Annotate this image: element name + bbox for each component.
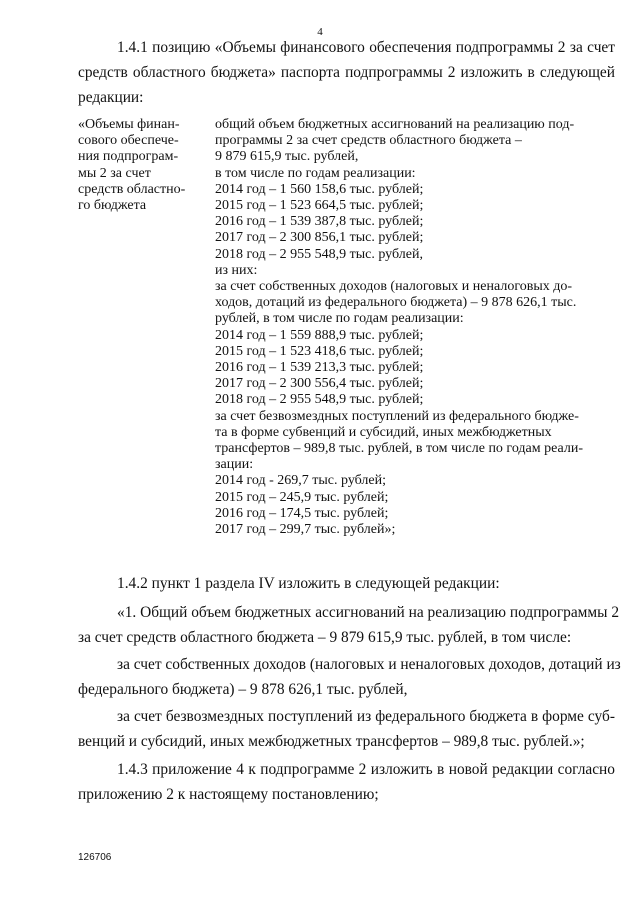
text-line: рублей, в том числе по годам реализации: — [215, 311, 464, 327]
text-line: за счет безвозмездных поступлений из федерального бюдже- — [215, 408, 579, 424]
text-line: сового обеспече- — [78, 133, 179, 149]
text-line: в том числе по годам реализации: — [215, 165, 416, 181]
text-line: 1.4.3 приложение 4 к подпрограмме 2 изложить в новой редакции согласно — [117, 761, 615, 778]
paragraph-quote-3 — [78, 704, 615, 754]
text-line: федерального бюджета) – 9 878 626,1 тыс. рублей, — [78, 681, 408, 698]
text-line: 9 879 615,9 тыс. рублей, — [215, 149, 359, 165]
text-line: 2017 год – 2 300 556,4 тыс. рублей; — [215, 376, 424, 392]
paragraph-quote-1 — [78, 600, 620, 650]
table-left-cell — [78, 117, 208, 214]
page-number: 4 — [317, 26, 323, 38]
text-line: за счет безвозмездных поступлений из федерального бюджета в форме суб- — [117, 708, 615, 725]
paragraph-1-4-1 — [78, 35, 615, 110]
text-line: 2017 год – 2 300 856,1 тыс. рублей; — [215, 230, 424, 246]
text-line: приложению 2 к настоящему постановлению; — [78, 786, 379, 803]
text-line: 2017 год – 299,7 тыс. рублей»; — [215, 522, 396, 538]
text-line: венций и субсидий, иных межбюджетных трансфертов – 989,8 тыс. рублей.»; — [78, 733, 585, 750]
document-code: 126706 — [78, 852, 112, 863]
text-line: трансфертов – 989,8 тыс. рублей, в том числе по годам реали- — [215, 441, 583, 457]
text-line: 1.4.2 пункт 1 раздела IV изложить в следующей редакции: — [117, 575, 500, 592]
text-line: 2018 год – 2 955 548,9 тыс. рублей, — [215, 246, 423, 262]
text-line: го бюджета — [78, 198, 147, 214]
text-line: 1.4.1 позицию «Объемы финансового обеспечения подпрограммы 2 за счет — [117, 39, 615, 56]
text-line: 2015 год – 245,9 тыс. рублей; — [215, 489, 389, 505]
text-line: 2014 год – 1 560 158,6 тыс. рублей; — [215, 181, 424, 197]
text-line: за счет собственных доходов (налоговых и неналоговых доходов, дотаций из — [117, 656, 621, 673]
text-line: редакции: — [78, 89, 144, 106]
paragraph-quote-2 — [78, 652, 621, 702]
table-right-cell — [215, 117, 610, 538]
paragraph-1-4-3 — [78, 757, 615, 807]
text-line: ходов, дотаций из федерального бюджета) – 9 878 626,1 тыс. — [215, 295, 577, 311]
text-line: средств областно- — [78, 181, 186, 197]
text-line: из них: — [215, 262, 258, 278]
text-line: за счет средств областного бюджета – 9 879 615,9 тыс. рублей, в том числе: — [78, 629, 572, 646]
text-line: 2014 год – 1 559 888,9 тыс. рублей; — [215, 327, 424, 343]
text-line: общий объем бюджетных ассигнований на реализацию под- — [215, 117, 575, 132]
text-line: мы 2 за счет — [78, 165, 151, 181]
text-line: за счет собственных доходов (налоговых и неналоговых до- — [215, 279, 573, 295]
text-line: 2016 год – 1 539 387,8 тыс. рублей; — [215, 214, 424, 230]
text-line: средств областного бюджета» паспорта подпрограммы 2 изложить в следующей — [78, 64, 615, 81]
text-line: «1. Общий объем бюджетных ассигнований на реализацию подпрограммы 2 — [117, 604, 620, 621]
text-line: ния подпрограм- — [78, 149, 179, 165]
text-line: программы 2 за счет средств областного бюджета – — [215, 133, 522, 149]
paragraph-1-4-2 — [78, 571, 615, 596]
text-line: зации: — [215, 457, 254, 473]
text-line: 2016 год – 1 539 213,3 тыс. рублей; — [215, 360, 424, 376]
text-line: 2016 год – 174,5 тыс. рублей; — [215, 505, 389, 521]
text-line: 2018 год – 2 955 548,9 тыс. рублей; — [215, 392, 424, 408]
text-line: «Объемы финан- — [78, 117, 180, 132]
text-line: та в форме субвенций и субсидий, иных межбюджетных — [215, 424, 552, 440]
text-line: 2015 год – 1 523 418,6 тыс. рублей; — [215, 343, 424, 359]
text-line: 2015 год – 1 523 664,5 тыс. рублей; — [215, 198, 424, 214]
text-line: 2014 год - 269,7 тыс. рублей; — [215, 473, 387, 489]
